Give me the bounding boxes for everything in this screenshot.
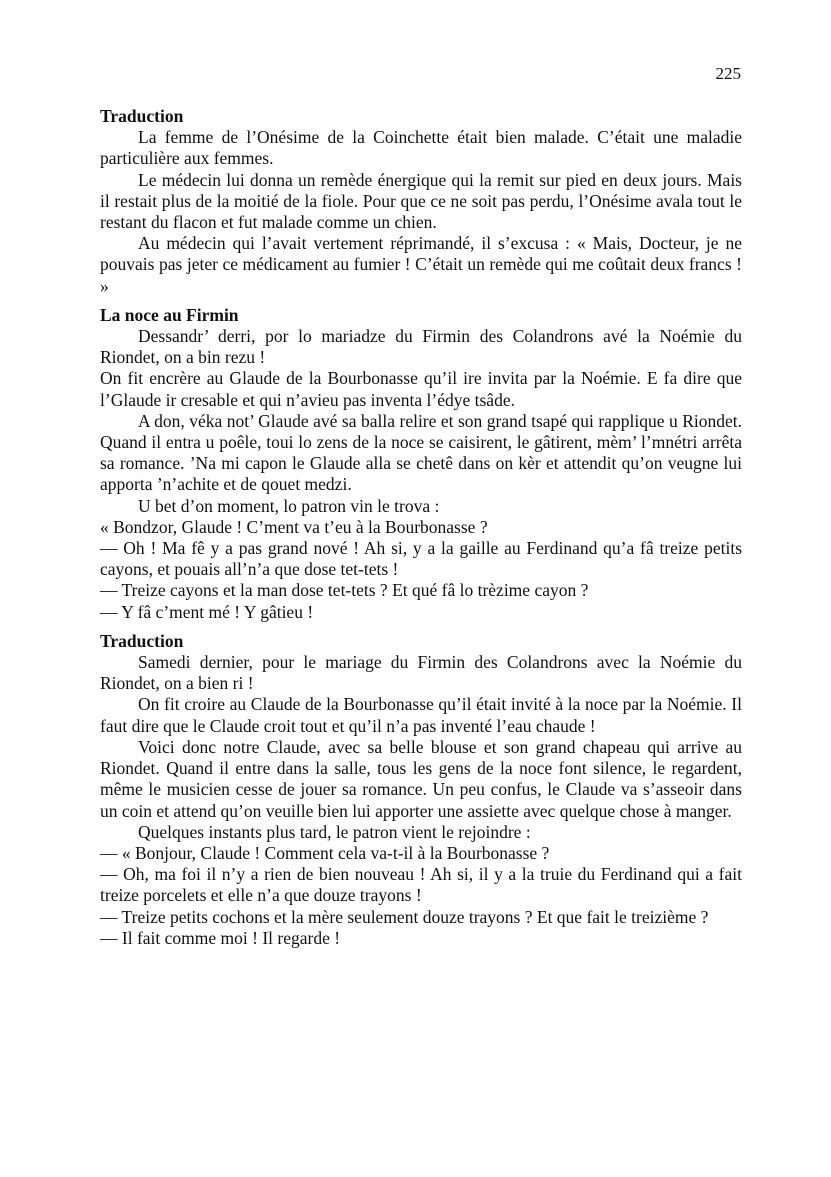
paragraph: La femme de l’Onésime de la Coinchette était bien malade. C’était une maladie particulière aux femmes. xyxy=(100,127,742,169)
paragraph: — Treize petits cochons et la mère seulement douze trayons ? Et que fait le treizième ? xyxy=(100,906,709,927)
section xyxy=(100,631,742,949)
section-heading: Traduction xyxy=(100,106,184,126)
paragraph: Au médecin qui l’avait vertement réprimandé, il s’excusa : « Mais, Docteur, je ne pouvais pas jeter ce médicament au fumier ! C’était un remède qui me coûtait deux francs ! » xyxy=(100,233,742,296)
page-number: 225 xyxy=(715,64,741,83)
paragraph: On fit croire au Claude de la Bourbonasse qu’il était invité à la noce par la Noémie. Il faut dire que le Claude croit tout et qu’il n’a pas inventé l’eau chaude ! xyxy=(100,694,742,736)
section-heading: La noce au Firmin xyxy=(100,304,239,325)
page-body xyxy=(100,106,742,957)
paragraph: A don, véka not’ Glaude avé sa balla relire et son grand tsapé qui rapplique u Riondet. Quand il entra u poêle, toui lo zens de la noce se caisirent, le gâtirent, mèm’ l’mnétri arrêta sa romance. ’Na mi capon le Glaude alla se chetê dans on kèr et attendit qu’on veugne lui apporta ’n’achite et de qouet medzi. xyxy=(100,410,742,495)
paragraph: — Treize cayons et la man dose tet-tets ? Et qué fâ lo trèzime cayon ? xyxy=(100,580,589,601)
paragraph: Voici donc notre Claude, avec sa belle blouse et son grand chapeau qui arrive au Riondet. Quand il entre dans la salle, tous les gens de la noce font silence, le regardent, même le musicien cesse de jouer sa romance. Un peu confus, le Claude va s’asseoir dans un coin et attend qu’on veuille bien lui apporter une assiette avec quelque chose à manger. xyxy=(100,736,742,821)
paragraph: On fit encrère au Glaude de la Bourbonasse qu’il ire invita par la Noémie. E fa dire que l’Glaude ir cresable et qui n’avieu pas inventa l’édye tsâde. xyxy=(100,368,742,410)
paragraph: Le médecin lui donna un remède énergique qui la remit sur pied en deux jours. Mais il restait plus de la moitié de la fiole. Pour que ce ne soit pas perdu, l’Onésime avala tout le restant du flacon et fut malade comme un chien. xyxy=(100,169,742,233)
paragraph: — Y fâ c’ment mé ! Y gâtieu ! xyxy=(100,601,314,622)
paragraph: — Oh, ma foi il n’y a rien de bien nouveau ! Ah si, il y a la truie du Ferdinand qui a fait treize porcelets et elle n’a que douze trayons ! xyxy=(100,864,742,906)
paragraph: U bet d’on moment, lo patron vin le trova : xyxy=(138,495,440,516)
paragraph: — Il fait comme moi ! Il regarde ! xyxy=(100,927,341,948)
paragraph: Dessandr’ derri, por lo mariadze du Firmin des Colandrons avé la Noémie du Riondet, on a bin rezu ! xyxy=(100,326,742,368)
section xyxy=(100,305,742,623)
section-heading: Traduction xyxy=(100,630,184,651)
paragraph: Quelques instants plus tard, le patron vient le rejoindre : xyxy=(138,821,531,842)
paragraph: Samedi dernier, pour le mariage du Firmin des Colandrons avec la Noémie du Riondet, on a bien ri ! xyxy=(100,652,742,694)
paragraph: « Bondzor, Glaude ! C’ment va t’eu à la Bourbonasse ? xyxy=(100,516,488,537)
section xyxy=(100,106,742,297)
paragraph: — Oh ! Ma fê y a pas grand nové ! Ah si, y a la gaille au Ferdinand qu’a fâ treize petits cayons, et pouais all’n’a que dose tet-tets ! xyxy=(100,538,742,580)
paragraph: — « Bonjour, Claude ! Comment cela va-t-il à la Bourbonasse ? xyxy=(100,842,550,863)
